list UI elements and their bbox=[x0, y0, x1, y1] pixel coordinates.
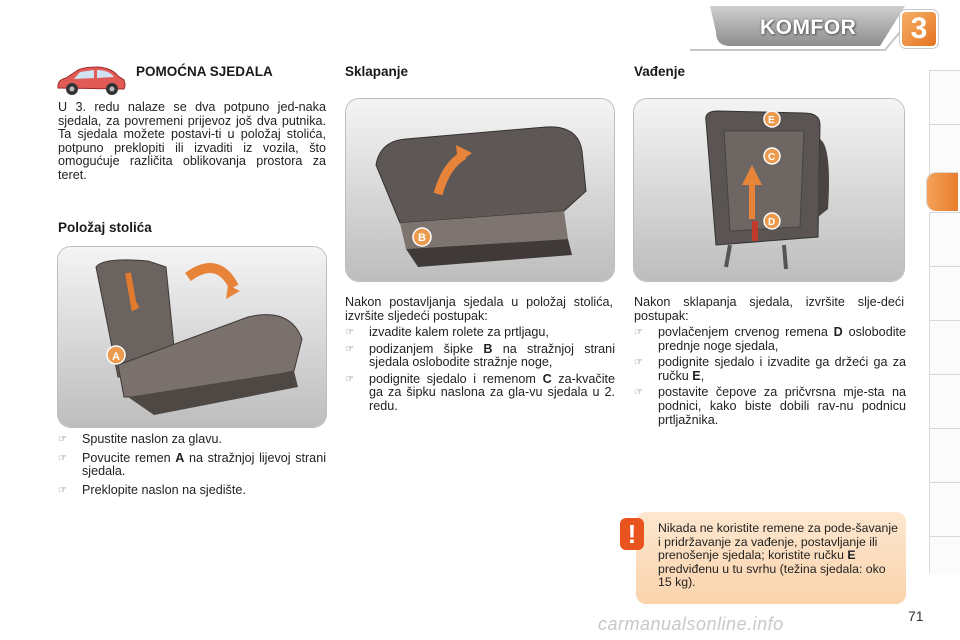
watermark: carmanualsonline.info bbox=[598, 614, 784, 634]
finger-icon: ☞ bbox=[345, 343, 354, 355]
finger-icon: ☞ bbox=[58, 434, 67, 445]
warning-icon: ! bbox=[620, 518, 644, 550]
bullet-list-vadenje bbox=[634, 326, 906, 427]
intro-paragraph: U 3. redu nalaze se dva potpuno jed-naka sjedala, za povremeni prijevoz još dva putnika. Ta sjedala možete postavi-ti u položaj stolića, potpuno preklopiti ili izvaditi iz vozila, što omogućuje različita oblikovanja prostora za teret. bbox=[58, 100, 326, 182]
bullet-list-sklapanje bbox=[345, 326, 615, 414]
label-d: D bbox=[768, 217, 776, 228]
table-position-image bbox=[57, 246, 327, 428]
car-icon bbox=[54, 62, 128, 98]
side-tab-8[interactable] bbox=[929, 428, 960, 483]
side-tab-7[interactable] bbox=[929, 374, 960, 429]
label-c: C bbox=[768, 152, 776, 163]
folding-intro: Nakon postavljanja sjedala u položaj stolića, izvršite sljedeći postupak: bbox=[345, 295, 613, 323]
chapter-number-badge: 3 bbox=[900, 10, 938, 48]
finger-icon: ☞ bbox=[634, 387, 643, 399]
list-item: ☞ povlačenjem crvenog remena D oslobodite prednje noge sjedala, bbox=[634, 325, 906, 353]
list-item: ☞ Preklopite naslon na sjedište. bbox=[58, 482, 246, 497]
side-tab-6[interactable] bbox=[929, 320, 960, 375]
label-e: E bbox=[768, 115, 775, 126]
list-item: ☞ Spustite naslon za glavu. bbox=[58, 432, 223, 446]
list-item: ☞ podignite sjedalo i remenom C za-kvačite ga za šipku naslona za gla-vu sjedala u 2. redu. bbox=[345, 371, 615, 413]
side-tab-10[interactable] bbox=[929, 536, 960, 573]
warning-text: Nikada ne koristite remene za pode-šavanje i pridržavanje za vađenje, postavljanje ili prenošenje sjedala; koristite ručku E predviđenu u tu svrhu (težina sjedala: oko 15 kg). bbox=[658, 521, 898, 590]
removal-heading: Vađenje bbox=[634, 64, 686, 79]
chapter-title: KOMFOR bbox=[760, 16, 857, 39]
list-item: ☞ izvadite kalem rolete za prtljagu, bbox=[345, 325, 549, 339]
finger-icon: ☞ bbox=[634, 357, 643, 369]
folding-heading: Sklapanje bbox=[345, 64, 409, 79]
removal-image bbox=[633, 98, 905, 282]
list-item: ☞ podignite sjedalo i izvadite ga držeći ga za ručku E, bbox=[634, 355, 906, 383]
side-tab-2[interactable] bbox=[929, 124, 960, 179]
finger-icon: ☞ bbox=[634, 327, 643, 338]
bullet-list-polozaj bbox=[58, 433, 326, 497]
label-a: A bbox=[112, 351, 120, 363]
finger-icon: ☞ bbox=[58, 452, 67, 464]
finger-icon: ☞ bbox=[58, 484, 67, 496]
section-title: POMOĆNA SJEDALA bbox=[136, 64, 273, 79]
finger-icon: ☞ bbox=[345, 327, 354, 338]
folding-image bbox=[345, 98, 615, 282]
finger-icon: ☞ bbox=[345, 373, 354, 385]
removal-intro: Nakon sklapanja sjedala, izvršite slje-deći postupak: bbox=[634, 295, 904, 323]
side-tab-4[interactable] bbox=[929, 212, 960, 267]
label-b: B bbox=[418, 232, 426, 244]
side-tab-5[interactable] bbox=[929, 266, 960, 321]
list-item: ☞ postavite čepove za pričvrsna mje-sta na podnici, kako biste dobili rav-nu podnicu prtljažnika. bbox=[634, 385, 906, 427]
table-position-heading: Položaj stolića bbox=[58, 220, 152, 235]
page-number: 71 bbox=[908, 608, 924, 624]
side-tab-9[interactable] bbox=[929, 482, 960, 537]
list-item: ☞ podizanjem šipke B na stražnjoj strani sjedala oslobodite stražnje noge, bbox=[345, 341, 615, 370]
list-item: ☞ Povucite remen A na stražnjoj lijevoj strani sjedala. bbox=[58, 450, 326, 479]
side-tab-active[interactable] bbox=[926, 172, 958, 211]
side-tab-1[interactable] bbox=[929, 70, 960, 125]
